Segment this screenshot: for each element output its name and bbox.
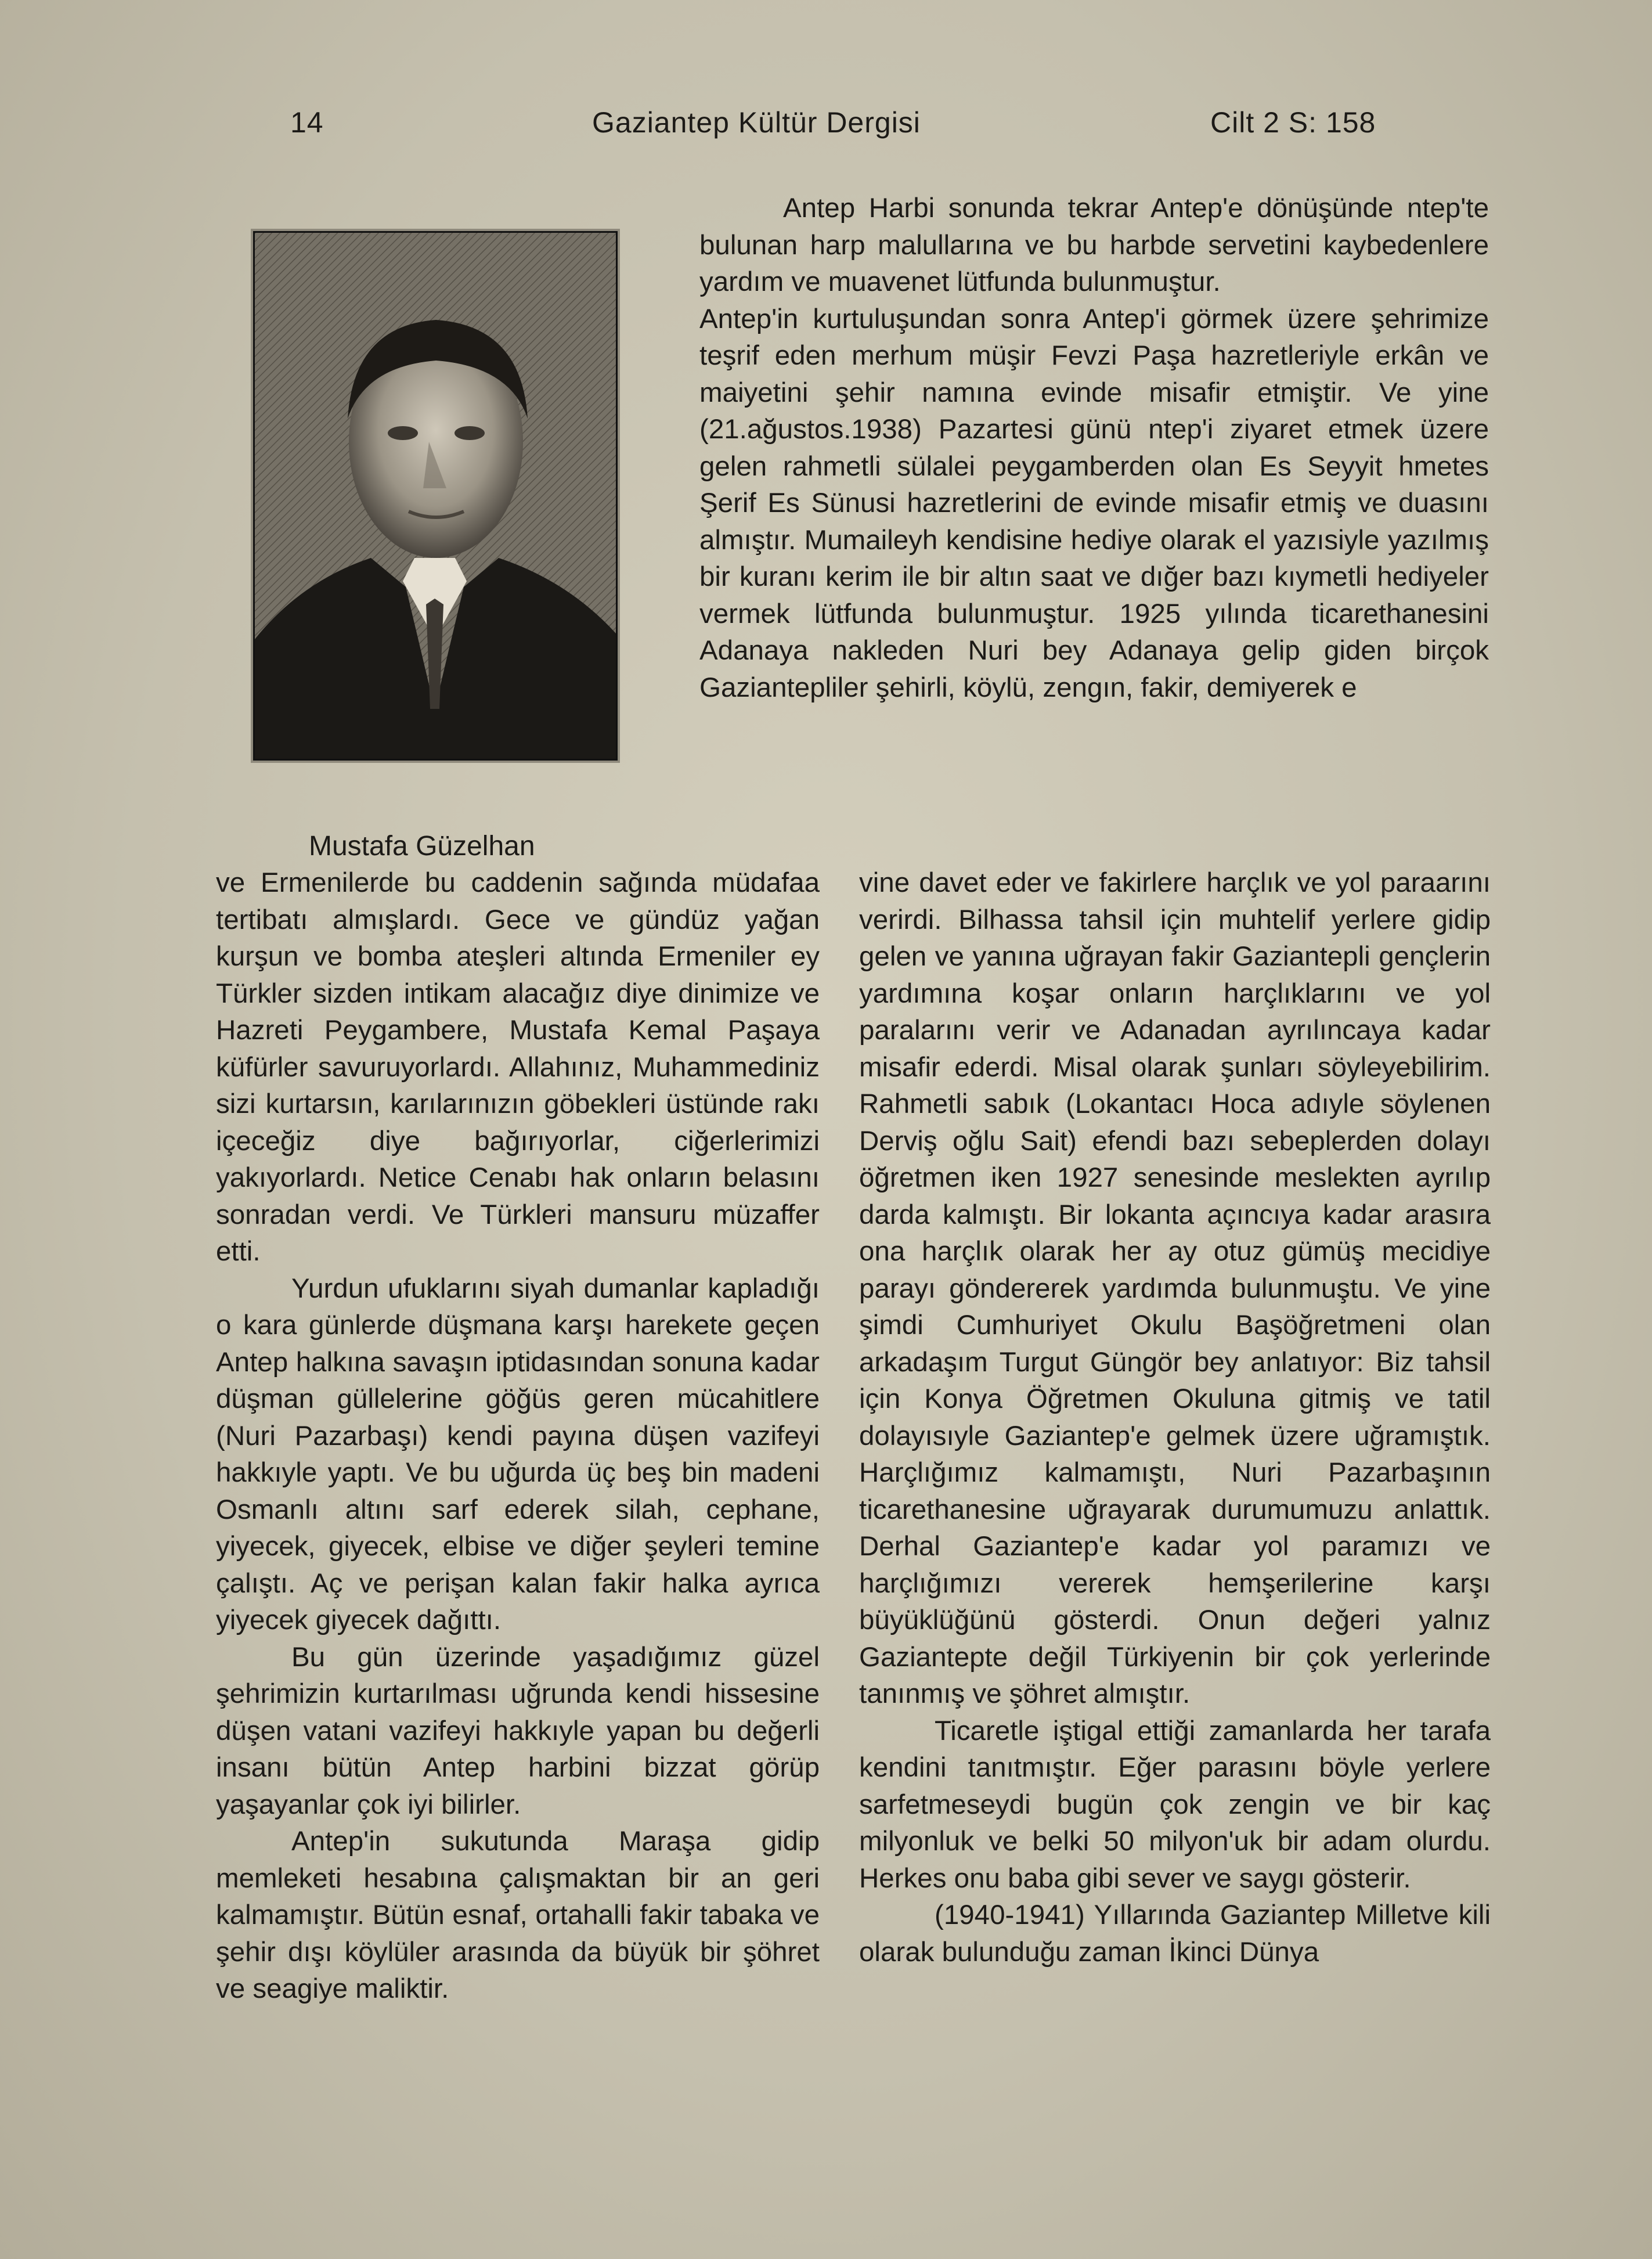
paragraph: Yurdun ufuklarını siyah dumanlar kapladığı o kara günlerde düşmana karşı harekete geçen Antep halkına savaşın iptidasından sonuna kadar düşman güllelerine göğüs geren mücahitlere (Nuri Pazarbaşı) kendi payına düşen vazifeyi hakkıyle yaptı. Ve bu uğurda üç beş bin madeni Osmanlı altını sarf ederek silah, cephane, yiyecek, giyecek, elbise ve diğer şeyleri temine çalıştı. Aç ve perişan kalan fakir halka ayrıca yiyecek giyecek dağıttı.	[216, 1273, 820, 1635]
page-number: 14	[290, 106, 324, 139]
article-column-left	[216, 864, 820, 2008]
photo-caption: Mustafa Güzelhan	[309, 831, 535, 862]
portrait-photo	[253, 231, 618, 761]
paragraph: Ticaretle iştigal ettiği zamanlarda her tarafa kendini tanıtmıştır. Eğer parasını böyle yerlere sarfetmeseydi bugün çok zengin ve bir kaç milyonluk ve belki 50 milyon'uk bir adam olurdu. Herkes onu baba gibi sever ve saygı gösterir.	[859, 1715, 1491, 1894]
journal-title: Gaziantep Kültür Dergisi	[592, 106, 921, 139]
paragraph: ve Ermenilerde bu caddenin sağında müdafaa tertibatı almışlardı. Gece ve gündüz yağan kurşun ve bomba ateşleri altında Ermeniler ey Türkler sizden intikam alacağız diye dinimize ve Hazreti Peygambere, Mustafa Kemal Paşaya küfürler savuruyorlardı. Allahınız, Muhammediniz sizi kurtarsın, karılarınızın göbekleri üstünde rakı içeceğiz diye bağırıyorlar, ciğerlerimizi yakıyorlardı. Netice Cenabı hak onların belasını sonradan verdi. Ve Türkleri mansuru müzaffer etti.	[216, 867, 820, 1267]
paragraph: vine davet eder ve fakirlere harçlık ve yol paraarını verirdi. Bilhassa tahsil için muhtelif yerlere gidip gelen ve yanına uğrayan fakir Gaziantepli gençlerin yardımına koşar onların harçlıklarını ve yol paralarını verir ve Adanadan ayrılıncaya kadar misafir ederdi. Misal olarak şunları söyleyebilirim. Rahmetli sabık (Lokantacı Hoca adıyle söylenen Derviş oğlu Sait) efendi bazı sebeplerden dolayı öğretmen iken 1927 senesinde meslekten ayrılıp darda kalmıştı. Bir lokanta açıncıya kadar arasıra ona harçlık olarak her ay otuz gümüş mecidiye parayı göndererek yardımda bulunmuştu. Ve yine şimdi Cumhuriyet Okulu Başöğretmeni olan arkadaşım Turgut Güngör bey anlatıyor: Biz tahsil için Konya Öğretmen Okuluna gitmiş ve tatil dolayısıyle Gaziantep'e gelmek üzere uğramıştık. Harçlığımız kalmamıştı, Nuri Pazarbaşının ticarethanesine uğrayarak durumumuzu anlattık. Derhal Gaziantep'e kadar yol paramızı ve harçlığımızı vererek hemşerilerine karşı büyüklüğünü gösterdi. Onun değeri yalnız Gaziantepte değil Türkiyenin bir çok yerlerinde tanınmış ve şöhret almıştır.	[859, 867, 1491, 1709]
paragraph: Bu gün üzerinde yaşadığımız güzel şehrimizin kurtarılması uğrunda kendi hissesine düşen vatani vazifeyi hakkıyle yapan bu değerli insanı bütün Antep harbini bizzat görüp yaşayanlar çok iyi bilirler.	[216, 1641, 820, 1820]
paragraph: Antep'in sukutunda Maraşa gidip memleketi hesabına çalışmaktan bir an geri kalmamıştır. Bütün esnaf, ortahalli fakir tabaka ve şehir dışı köylüler arasında da büyük bir şöhret ve seagiye maliktir.	[216, 1826, 820, 2004]
volume-issue: Cilt 2 S: 158	[1210, 106, 1376, 139]
paragraph: Antep Harbi sonunda tekrar Antep'e dönüşünde ntep'te bulunan harp malullarına ve bu harbde servetini kaybedenlere yardım ve muavenet lütfunda bulunmuştur.	[699, 193, 1489, 297]
paragraph: (1940-1941) Yıllarında Gaziantep Milletve kili olarak bulunduğu zaman İkinci Dünya	[859, 1900, 1491, 1968]
article-column-right-bottom	[859, 864, 1491, 1970]
paragraph: Antep'in kurtuluşundan sonra Antep'i görmek üzere şehrimize teşrif eden merhum müşir Fevzi Paşa hazretleriyle erkân ve maiyetini şehir namına evinde misafir etmiştir. Ve yine (21.ağustos.1938) Pazartesi günü ntep'i ziyaret etmek üzere gelen rahmetli sülalei peygamberden olan Es Seyyit hmetes Şerif Es Sünusi hazretlerini de evinde misafir etmiş ve duasını almıştır. Mumaileyh kendisine hediye olarak el yazısiyle yazılmış bir kuranı kerim ile bir altın saat ve dığer bazı kıymetli hediyeler vermek lütfunda bulunmuştur. 1925 yılında ticarethanesini Adanaya nakleden Nuri bey Adanaya gelip giden birçok Gaziantepliler şehirli, köylü, zengın, fakir, demiyerek e	[699, 303, 1489, 703]
article-column-right-top	[699, 190, 1489, 706]
